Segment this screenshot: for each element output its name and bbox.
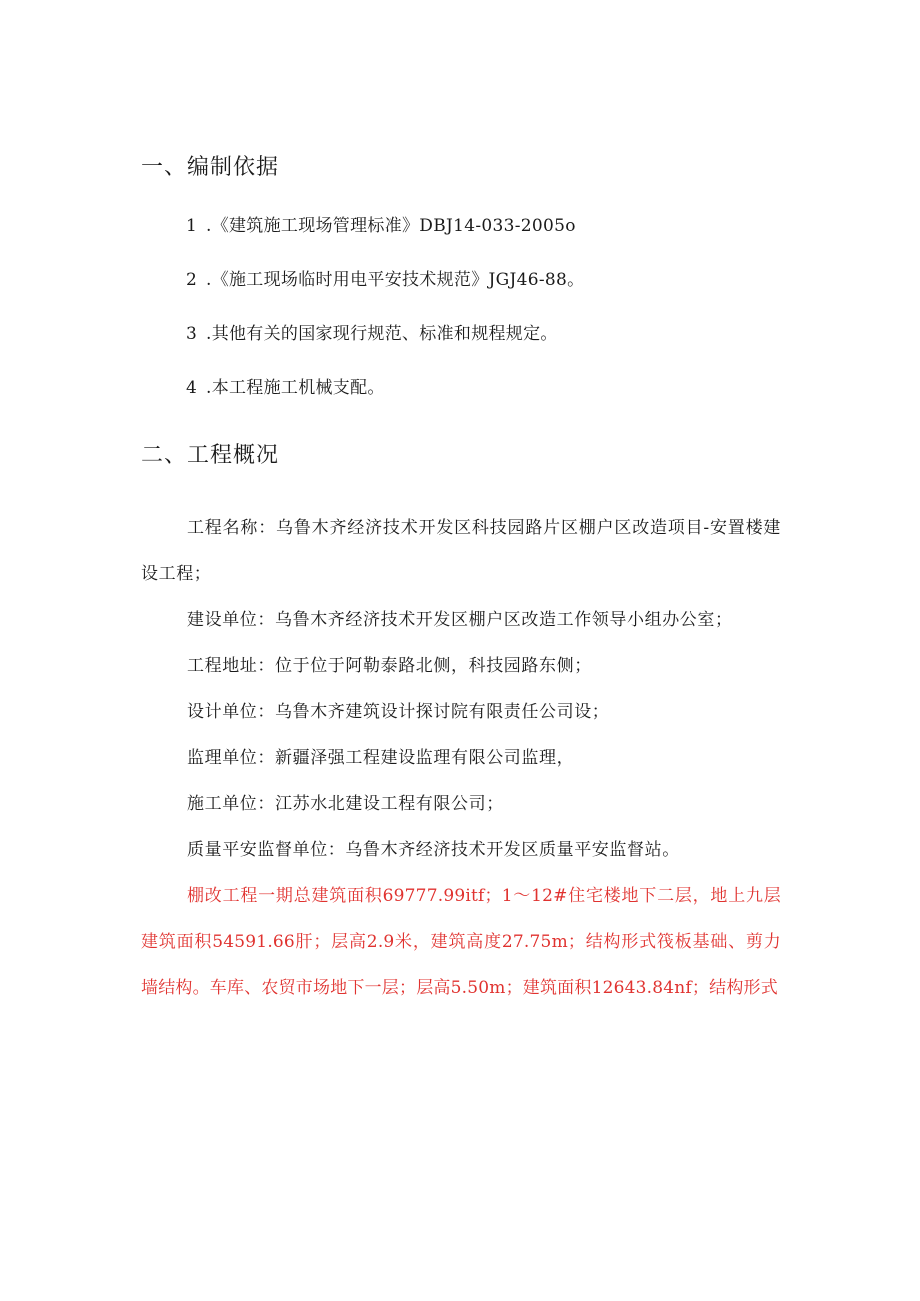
list-item	[186, 375, 584, 429]
list-item	[186, 321, 584, 375]
item-number: 4	[186, 378, 198, 398]
field-builder-unit	[141, 781, 781, 827]
field-value: 乌鲁木齐经济技术开发区质量平安监督站。	[345, 840, 680, 860]
field-label: 质量平安监督单位：	[187, 840, 346, 860]
field-supervision-unit	[141, 735, 781, 781]
field-label: 施工单位：	[187, 794, 275, 814]
field-project-name	[141, 505, 781, 597]
section-heading-overview: 二、工程概况	[141, 443, 280, 468]
field-construction-unit	[141, 597, 781, 643]
item-number: 3	[186, 324, 198, 344]
field-value: 乌鲁木齐经济技术开发区科技园路片区棚户区改造项目-安置楼建设工程；	[141, 518, 781, 584]
field-value: 乌鲁木齐经济技术开发区棚户区改造工作领导小组办公室；	[275, 610, 733, 630]
list-item	[186, 267, 584, 321]
field-label: 工程地址：	[187, 656, 275, 676]
basis-list	[186, 213, 584, 429]
field-label: 建设单位：	[187, 610, 275, 630]
field-label: 工程名称：	[187, 518, 277, 538]
item-number: 1	[186, 216, 198, 236]
project-overview	[141, 505, 781, 1011]
item-text: .《建筑施工现场管理标准》DBJ14-033-2005o	[206, 216, 576, 236]
field-label: 设计单位：	[187, 702, 275, 722]
item-number: 2	[186, 270, 198, 290]
field-value: 江苏水北建设工程有限公司；	[275, 794, 504, 814]
field-value: 新疆泽强工程建设监理有限公司监理，	[275, 748, 575, 768]
item-text: .本工程施工机械支配。	[206, 378, 385, 398]
field-design-unit	[141, 689, 781, 735]
field-value: 乌鲁木齐建筑设计探讨院有限责任公司设；	[275, 702, 610, 722]
field-project-address	[141, 643, 781, 689]
item-text: .其他有关的国家现行规范、标准和规程规定。	[206, 324, 558, 344]
field-quality-safety-unit	[141, 827, 781, 873]
field-value: 位于位于阿勒泰路北侧，科技园路东侧；	[275, 656, 592, 676]
list-item	[186, 213, 584, 267]
highlight-paragraph: 棚改工程一期总建筑面积69777.99itf；1～12#住宅楼地下二层，地上九层建筑面积54591.66肝；层高2.9米，建筑高度27.75m；结构形式筏板基础、剪力墙结构。车库、农贸市场地下一层；层高5.50m；建筑面积12643.84nf；结构形式	[141, 886, 781, 998]
section-heading-basis: 一、编制依据	[141, 155, 280, 180]
field-label: 监理单位：	[187, 748, 275, 768]
item-text: .《施工现场临时用电平安技术规范》JGJ46-88。	[206, 270, 585, 290]
